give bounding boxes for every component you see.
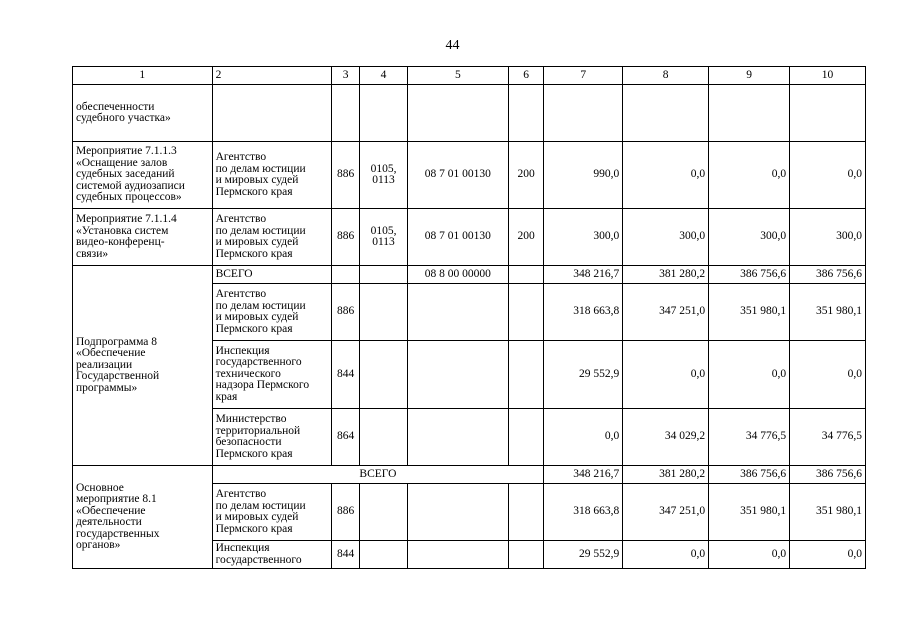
amount-cell: 34 776,5 (709, 409, 790, 466)
target-code-cell: 08 7 01 00130 (407, 142, 508, 209)
amount-cell: 300,0 (544, 209, 623, 266)
amount-cell: 318 663,8 (544, 284, 623, 341)
column-header: 6 (508, 67, 543, 85)
org-cell: ВСЕГО (212, 266, 331, 284)
data-cell (360, 341, 408, 409)
amount-cell: 34 029,2 (623, 409, 709, 466)
amount-cell: 0,0 (709, 341, 790, 409)
data-cell (360, 409, 408, 466)
amount-cell: 348 216,7 (544, 266, 623, 284)
amount-cell: 386 756,6 (709, 466, 790, 484)
data-cell (407, 341, 508, 409)
admin-code-cell: 844 (331, 341, 359, 409)
amount-cell: 0,0 (623, 142, 709, 209)
column-header: 4 (360, 67, 408, 85)
amount-cell: 0,0 (709, 142, 790, 209)
admin-code-cell: 886 (331, 284, 359, 341)
data-cell (623, 85, 709, 142)
column-header: 5 (407, 67, 508, 85)
data-cell (508, 409, 543, 466)
table-row (73, 85, 866, 142)
description-cell: Мероприятие 7.1.1.4 «Установка систем видео-конференц- связи» (73, 209, 213, 266)
org-cell: Агентство по делам юстиции и мировых судей Пермского края (212, 284, 331, 341)
column-header: 8 (623, 67, 709, 85)
data-cell (508, 541, 543, 569)
data-cell (407, 541, 508, 569)
amount-cell: 0,0 (709, 541, 790, 569)
column-header: 2 (212, 67, 331, 85)
section-code-cell: 0105, 0113 (360, 209, 408, 266)
table-row (73, 466, 866, 484)
amount-cell: 386 756,6 (709, 266, 790, 284)
data-cell (508, 85, 543, 142)
org-cell: Агентство по делам юстиции и мировых судей Пермского края (212, 209, 331, 266)
amount-cell: 347 251,0 (623, 484, 709, 541)
amount-cell: 0,0 (623, 341, 709, 409)
description-cell: Подпрограмма 8 «Обеспечение реализации Государственной программы» (73, 266, 213, 466)
org-cell: Инспекция государственного (212, 541, 331, 569)
page-number: 44 (445, 38, 460, 53)
amount-cell: 990,0 (544, 142, 623, 209)
data-cell (360, 484, 408, 541)
amount-cell: 300,0 (709, 209, 790, 266)
amount-cell: 29 552,9 (544, 541, 623, 569)
column-header: 9 (709, 67, 790, 85)
amount-cell: 351 980,1 (709, 484, 790, 541)
org-cell: Агентство по делам юстиции и мировых судей Пермского края (212, 484, 331, 541)
expense-type-cell: 200 (508, 142, 543, 209)
table-row (73, 266, 866, 284)
description-cell: Основное мероприятие 8.1 «Обеспечение деятельности государственных органов» (73, 466, 213, 569)
amount-cell: 351 980,1 (709, 284, 790, 341)
org-cell: Министерство территориальной безопасности Пермского края (212, 409, 331, 466)
expense-type-cell: 200 (508, 209, 543, 266)
amount-cell: 300,0 (623, 209, 709, 266)
data-cell (360, 266, 408, 284)
amount-cell: 29 552,9 (544, 341, 623, 409)
amount-cell: 34 776,5 (790, 409, 866, 466)
admin-code-cell: 886 (331, 209, 359, 266)
amount-cell: 0,0 (790, 341, 866, 409)
column-header: 1 (73, 67, 213, 85)
amount-cell: 0,0 (623, 541, 709, 569)
admin-code-cell: 864 (331, 409, 359, 466)
data-cell (709, 85, 790, 142)
data-cell (407, 484, 508, 541)
table-header-row (73, 67, 866, 85)
data-cell (360, 541, 408, 569)
data-cell (544, 85, 623, 142)
description-cell: Мероприятие 7.1.1.3 «Оснащение залов судебных заседаний системой аудиозаписи судебных процессов» (73, 142, 213, 209)
description-cell: обеспеченности судебного участка» (73, 85, 213, 142)
data-cell (508, 341, 543, 409)
amount-cell: 386 756,6 (790, 266, 866, 284)
data-cell (508, 284, 543, 341)
data-cell (407, 85, 508, 142)
table-row (73, 142, 866, 209)
data-cell (331, 85, 359, 142)
data-cell (508, 266, 543, 284)
amount-cell: 0,0 (544, 409, 623, 466)
amount-cell: 318 663,8 (544, 484, 623, 541)
amount-cell: 347 251,0 (623, 284, 709, 341)
admin-code-cell: 886 (331, 484, 359, 541)
table-row (73, 209, 866, 266)
data-cell (360, 85, 408, 142)
amount-cell: 351 980,1 (790, 284, 866, 341)
section-code-cell: 0105, 0113 (360, 142, 408, 209)
admin-code-cell: 886 (331, 142, 359, 209)
amount-cell: 0,0 (790, 541, 866, 569)
data-cell (331, 266, 359, 284)
data-cell (360, 284, 408, 341)
data-cell (407, 284, 508, 341)
amount-cell: 348 216,7 (544, 466, 623, 484)
org-cell (212, 85, 331, 142)
amount-cell: 0,0 (790, 142, 866, 209)
column-header: 3 (331, 67, 359, 85)
budget-table (72, 66, 866, 569)
data-cell (407, 409, 508, 466)
data-cell (508, 484, 543, 541)
target-code-cell: 08 7 01 00130 (407, 209, 508, 266)
amount-cell: 300,0 (790, 209, 866, 266)
total-label-cell: ВСЕГО (212, 466, 544, 484)
amount-cell: 381 280,2 (623, 466, 709, 484)
amount-cell: 351 980,1 (790, 484, 866, 541)
data-cell (790, 85, 866, 142)
target-code-cell: 08 8 00 00000 (407, 266, 508, 284)
org-cell: Агентство по делам юстиции и мировых судей Пермского края (212, 142, 331, 209)
amount-cell: 386 756,6 (790, 466, 866, 484)
column-header: 7 (544, 67, 623, 85)
admin-code-cell: 844 (331, 541, 359, 569)
column-header: 10 (790, 67, 866, 85)
amount-cell: 381 280,2 (623, 266, 709, 284)
org-cell: Инспекция государственного технического надзора Пермского края (212, 341, 331, 409)
